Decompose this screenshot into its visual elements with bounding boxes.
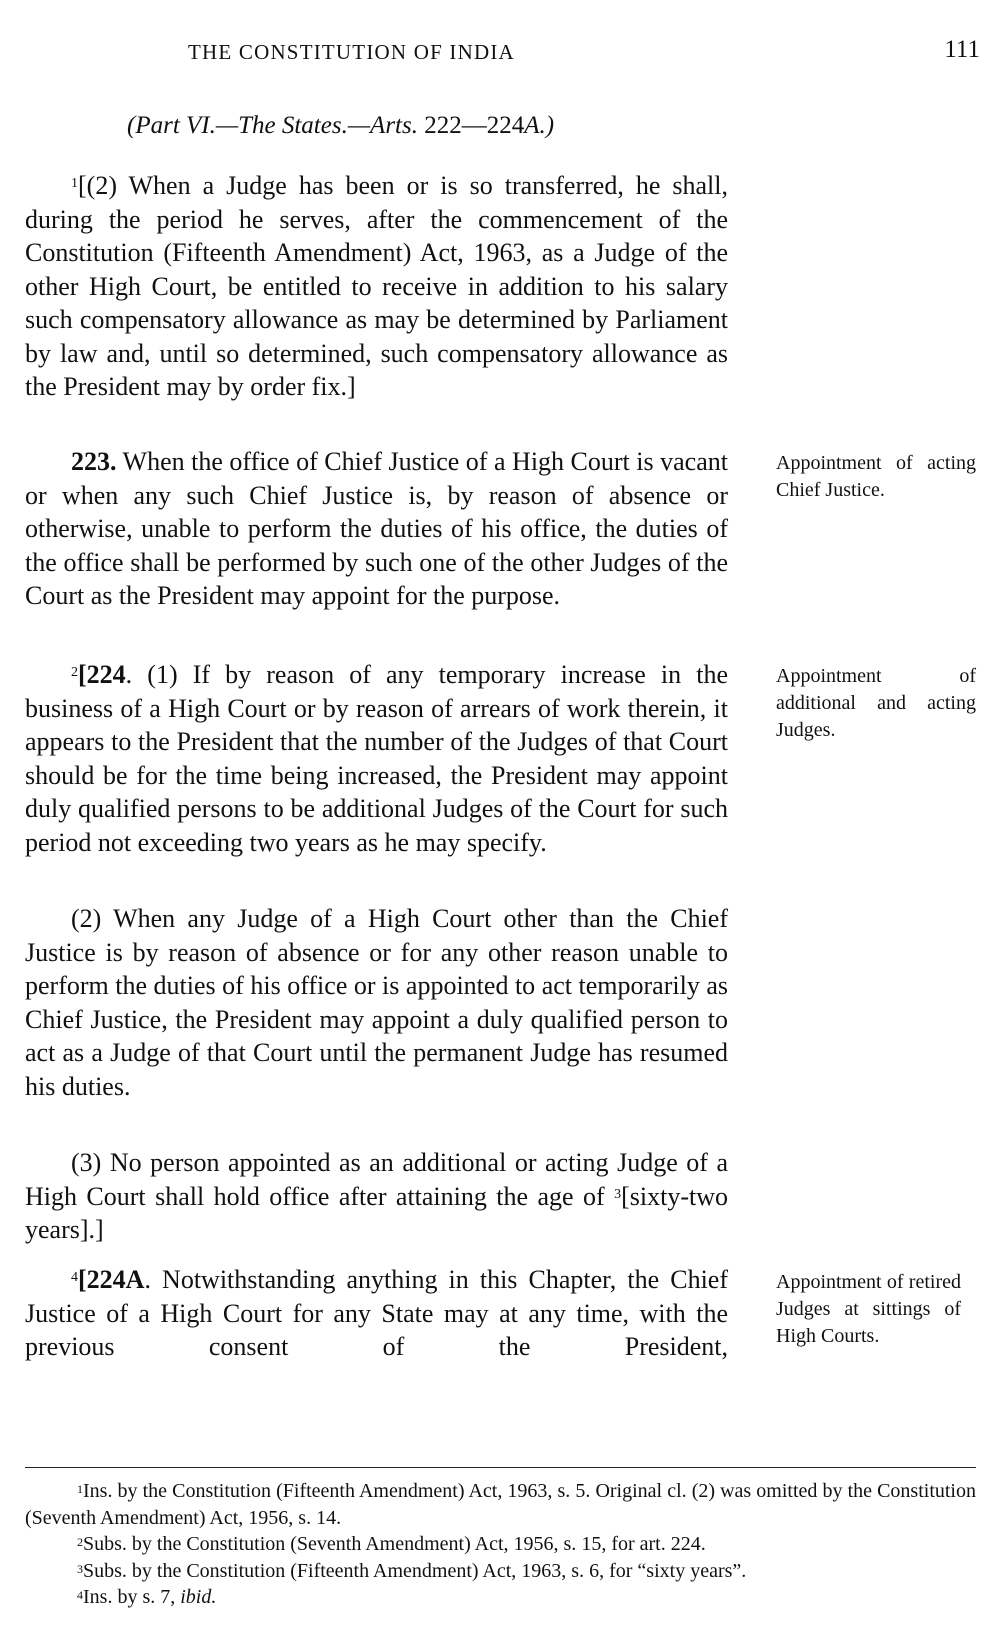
footnote-marker: 2 [71, 665, 78, 680]
paragraph [25, 1146, 728, 1247]
footnote-marker: 1 [71, 176, 78, 191]
paragraph-text: . (1) If by reason of any temporary increase in the business of a High Court or by reason of arrears of work therein, it appears to the President that the number of the Judges of that Court should be for the time being increased, the President may appoint duly qualified persons to be additional Judges of the Court for such period not exceeding two years as he may specify. [25, 660, 728, 857]
footnote-marker: 3 [614, 1186, 622, 1202]
paragraph [25, 445, 728, 613]
paragraph-text: [(2) When a Judge has been or is so transferred, he shall, during the period he serves, after the commencement of the Constitution (Fifteenth Amendment) Act, 1963, as a Judge of the other High Court, be entitled to receive in addition to his salary such compensatory allowance as may be determined by Parliament by law and, until so determined, such compensatory allowance as the President may by order fix.] [25, 171, 728, 401]
article-number: 224 [86, 660, 126, 689]
part-heading-suffix: A.) [524, 112, 555, 139]
paragraph-text: (2) When any Judge of a High Court other than the Chief Justice is by reason of absence or for any other reason unable to perform the duties of his office or is appointed to act temporarily as Chief Justice, the President may appoint a duly qualified person to act as a Judge of that Court until the permanent Judge has resumed his duties. [25, 904, 728, 1101]
footnote [25, 1584, 976, 1611]
part-heading-italic: (Part VI.—The States.—Arts. [127, 112, 418, 139]
footnote-italic: ibid. [180, 1586, 217, 1609]
footnote-text: Subs. by the Constitution (Fifteenth Amendment) Act, 1963, s. 6, for “sixty years”. [83, 1559, 747, 1582]
footnote [25, 1478, 976, 1531]
margin-note-224A: Appointment of retired Judges at sittings of High Courts. [776, 1271, 961, 1347]
paragraph [25, 658, 728, 859]
page-number: 111 [944, 36, 980, 63]
footnote-text: Ins. by the Constitution (Fifteenth Amendment) Act, 1963, s. 5. Original cl. (2) was omitted by the Constitution (Seventh Amendment) Act, 1956, s. 14. [25, 1480, 976, 1529]
footnotes [25, 1478, 976, 1611]
paragraph-text: (3) No person appointed as an additional or acting Judge of a High Court shall hold office after attaining the age of [25, 1148, 728, 1211]
footnote [25, 1531, 976, 1558]
footnote-text: Ins. by s. 7, [83, 1586, 181, 1609]
article-224-3 [25, 1146, 728, 1247]
footnote [25, 1558, 976, 1585]
footnote-divider [25, 1467, 976, 1468]
part-heading [127, 112, 554, 140]
margin-note-224: Appointment of additional and acting Judges. [776, 665, 976, 741]
running-title: THE CONSTITUTION OF INDIA [188, 40, 515, 64]
bracket: [ [78, 1265, 87, 1294]
paragraph-text: . Notwithstanding anything in this Chapter, the Chief Justice of a High Court for any State may at any time, with the previous consent of the President, [25, 1265, 728, 1361]
paragraph [25, 169, 728, 404]
article-224-2 [25, 902, 728, 1103]
paragraph [25, 902, 728, 1103]
part-heading-articles: 222—224 [417, 112, 525, 139]
paragraph [25, 1263, 728, 1364]
article-224A [25, 1263, 728, 1364]
paragraph-text: When the office of Chief Justice of a High Court is vacant or when any such Chief Justice is, by reason of absence or otherwise, unable to perform the duties of his office, the duties of the office shall be performed by such one of the other Judges of the Court as the President may appoint for the purpose. [25, 447, 728, 610]
footnote-marker: 3 [77, 1561, 83, 1576]
article-number: 224A [86, 1265, 145, 1294]
footnote-text: Subs. by the Constitution (Seventh Amendment) Act, 1956, s. 15, for art. 224. [83, 1533, 706, 1556]
footnote-marker: 4 [71, 1270, 78, 1285]
paragraph-text-after: [sixty-two years].] [25, 1181, 728, 1244]
article-223 [25, 445, 728, 613]
clause-222-2 [25, 169, 728, 404]
margin-note-223: Appointment of acting Chief Justice. [776, 452, 976, 501]
bracket: [ [78, 660, 87, 689]
article-224-1 [25, 658, 728, 859]
footnote-marker: 4 [77, 1588, 83, 1603]
article-number: 223. [71, 447, 117, 476]
page-header [0, 36, 1000, 70]
footnote-marker: 1 [77, 1482, 83, 1496]
footnote-marker: 2 [77, 1535, 83, 1550]
